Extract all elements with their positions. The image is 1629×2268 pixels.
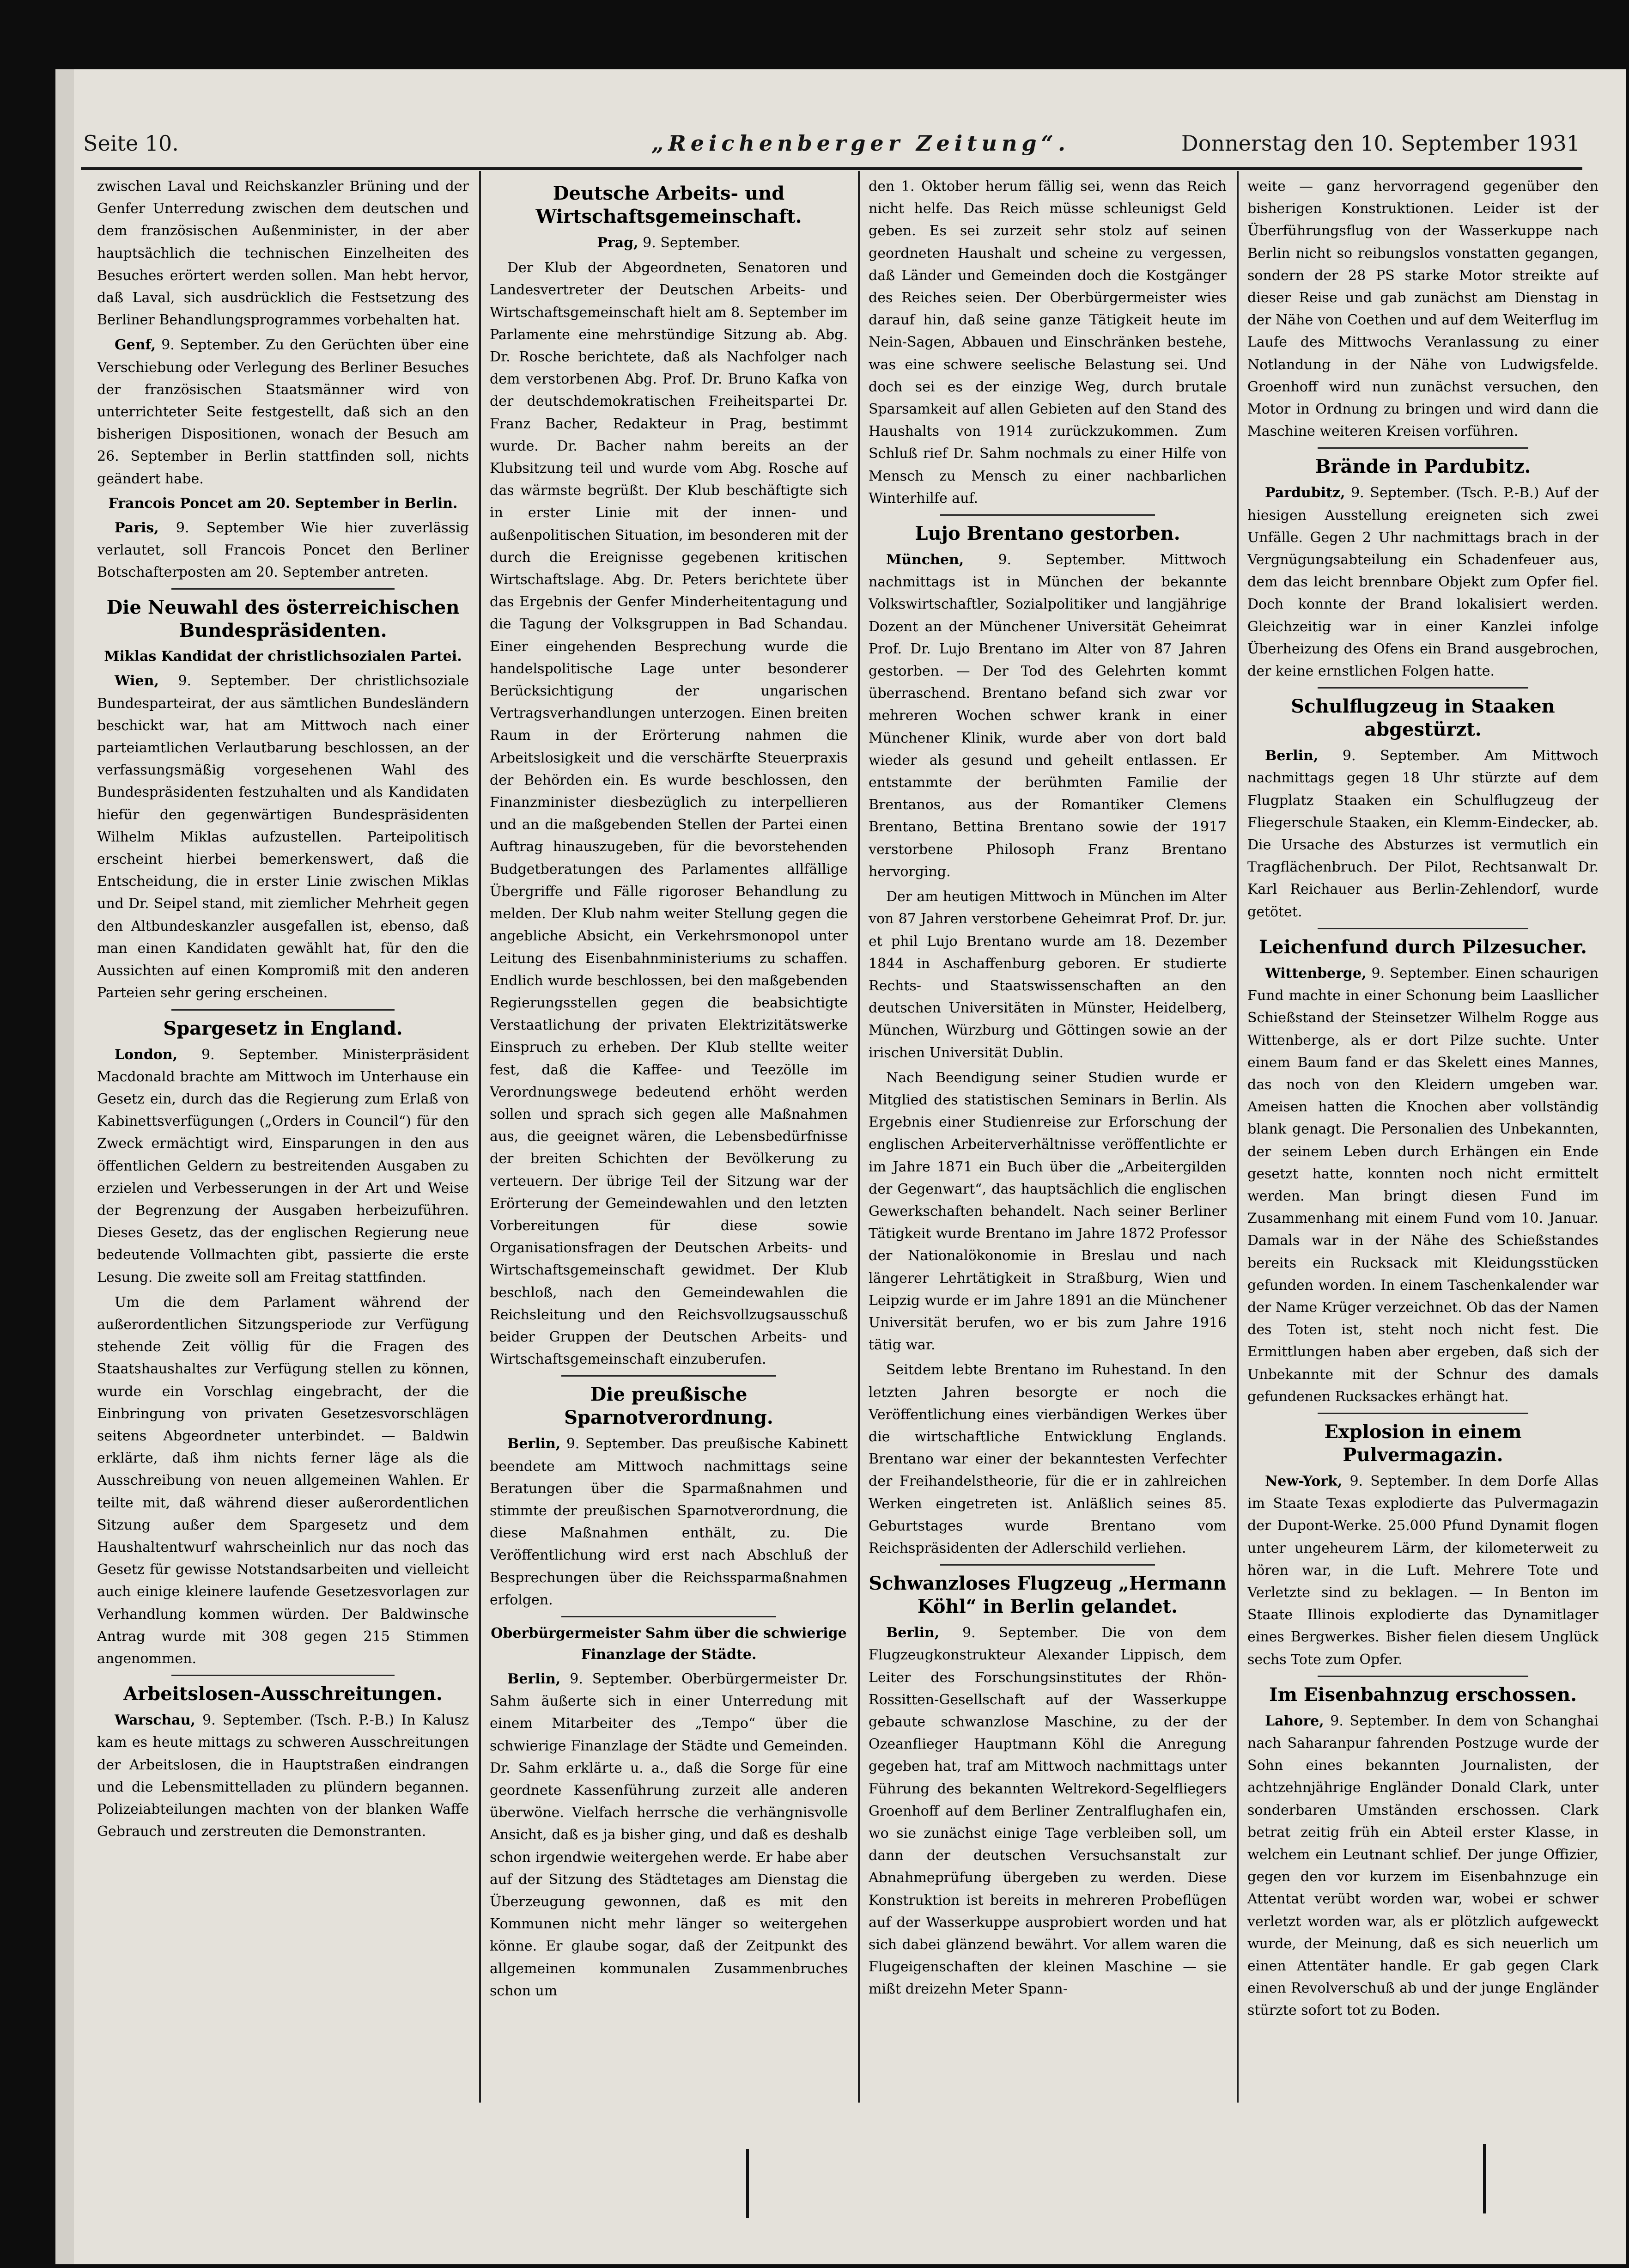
article-paragraph: Der Klub der Abgeordneten, Senatoren und Landesvertreter der Deutschen Arbeits- und Wirtschaftsgemeinschaft hielt am 8. September im Parlamente eine mehrstündige Sitzung ab. Abg. Dr. Rosche berichtete, daß als Nachfolger nach dem verstorbenen Abg. Prof. Dr. Bruno Kafka von der deutschdemokratischen Freiheitspartei Dr. Franz Bacher, Redakteur in Prag, bestimmt wurde. Dr. Bacher nahm bereits an der Klubsitzung teil und wurde vom Abg. Rosche auf das wärmste begrüßt. Der Klub beschäftigte sich in erster Linie mit der innen- und außenpolitischen Situation, im besonderen mit der durch die Ereignisse gegebenen kritischen Wirtschaftslage. Abg. Dr. Peters berichtete über das Ergebnis der Genfer Minderheitentagung und die Tagung der Volksgruppen in Bad Schandau. Einer eingehenden Besprechung wurde die handelspolitische Lage unter besonderer Berücksichtigung der ungarischen Vertragsverhandlungen unterzogen. Einen breiten Raum in der Erörterung nahmen die Arbeitslosigkeit und die verschärfte Steuerpraxis der Behörden ein. Es wurde beschlossen, den Finanzminister diesbezüglich zu interpellieren und an die maßgebenden Stellen der Partei einen Auftrag hinauszugeben, für die bevorstehenden Budgetberatungen des Parlamentes allfällige Übergriffe und Fälle rigoroser Behandlung zu melden. Der Klub nahm weiter Stellung gegen die angebliche Absicht, ein Verkehrsmonopol unter Leitung des Eisenbahnministeriums zu schaffen. Endlich wurde beschlossen, bei den maßgebenden Regierungsstellen gegen die beabsichtigte Verstaatlichung der privaten Elektrizitätswerke Einspruch zu erheben. Der Klub stellte weiter fest, daß die Kaffee- und Teezölle im Verordnungswege bedeutend erhöht werden sollen und sprach sich gegen alle Maßnahmen aus, die geeignet wären, die Lebensbedürfnisse der breiten Schichten der Bevölkerung zu verteuern. Der übrige Teil der Sitzung war der Erörterung der Gemeindewahlen und den letzten Vorbereitungen für diese sowie Organisationsfragen der Deutschen Arbeits- und Wirtschaftsgemeinschaft gewidmet. Der Klub beschloß, nach den Gemeindewahlen die Reichsleitung und den Reichsvollzugsausschuß beider Gruppen der Deutschen Arbeits- und Wirtschaftsgemeinschaft einzuberufen.	[490, 260, 848, 1368]
scan-shadow-left	[55, 69, 74, 2264]
headline: Die preußische Sparnotverordnung.	[564, 1384, 773, 1429]
page-number: Seite 10.	[83, 131, 179, 156]
article-paragraph: Um die dem Parlament während der außerordentlichen Sitzungsperiode zur Verfügung stehende Zeit völlig für die Fragen des Staatshaushaltes zur Verfügung stellen zu können, wurde ein Vorschlag eingebracht, der die Einbringung von privaten Gesetzesvorschlägen seitens Abgeordneter unterbindet. — Baldwin erklärte, daß ihm nichts ferner läge als die Ausschreibung von neuen allgemeinen Wahlen. Er teilte mit, daß während dieser außerordentlichen Sitzung außer dem Spargesetz und dem Haushaltentwurf wahrscheinlich nur das noch das Gesetz für gewisse Notstandsarbeiten und vielleicht auch einige kleinere laufende Gesetzesvorlagen zur Verhandlung kommen würden. Der Baldwinsche Antrag wurde mit 308 gegen 215 Stimmen angenommen.	[97, 1294, 469, 1667]
article-paragraph: Nach Beendigung seiner Studien wurde er Mitglied des statistischen Seminars in Berlin. Als Ergebnis einer Studienreise zur Erforschung der englischen Arbeiterverhältnisse veröffentlichte er im Jahre 1871 ein Buch über die „Arbeitergilden der Gegenwart“, das hauptsächlich die englischen Gewerkschaften behandelt. Nach seiner Berliner Tätigkeit wurde Brentano im Jahre 1872 Professor der Nationalökonomie in Breslau und nach längerer Lehrtätigkeit in Straßburg, Wien und Leipzig wurde er im Jahre 1891 an die Münchener Universität berufen, wo er bis zum Jahre 1916 tätig war.	[869, 1069, 1227, 1353]
article-dateline: Prag, 9. September.	[597, 235, 741, 251]
article-paragraph: Wien, 9. September. Der christlichsoziale Bundesparteirat, der aus sämtlichen Bundesländern beschickt war, hat am Mittwoch nach einer parteiamtlichen Verlautbarung beschlossen, an der verfassungsmäßig vorgesehenen Wahl des Bundespräsidenten festzuhalten und als Kandidaten hiefür den gegenwärtigen Bundespräsidenten Wilhelm Miklas aufzustellen. Parteipolitisch erscheint hierbei bemerkenswert, daß die Entscheidung, die in erster Linie zwischen Miklas und Dr. Seipel stand, mit ziemlicher Mehrheit gegen den Altbundeskanzler ausgefallen ist, ebenso, daß man einen Kandidaten gewählt hat, für den die Aussichten auf einen Kompromiß mit den anderen Parteien sehr gering erscheinen.	[97, 673, 469, 1001]
subheadline: Miklas Kandidat der christlichsozialen Partei.	[104, 648, 462, 665]
header-rule	[81, 167, 1582, 170]
separator	[1318, 1413, 1528, 1414]
column-2	[490, 176, 848, 2126]
headline: Explosion in einem Pulvermagazin.	[1324, 1421, 1522, 1466]
column-rule-3	[1237, 171, 1239, 2103]
article-paragraph: Wittenberge, 9. September. Einen schaurigen Fund machte in einer Schonung beim Laasllicher Schießstand der Steinsetzer Wilhelm Rogge aus Wittenberge, als er dort Pilze suchte. Unter einem Baum fand er das Skelett eines Mannes, das noch von den Kleidern umgeben war. Ameisen hatten die Knochen aber vollständig blank genagt. Die Personalien des Unbekannten, der seinem Leben durch Erhängen ein Ende gesetzt hatte, konnten noch nicht ermittelt werden. Man bringt diesen Fund im Zusammenhang mit einem Fund vom 10. Januar. Damals war in der Nähe des Schießstandes bereits ein Rucksack mit Kleidungsstücken gefunden worden. In einem Taschenkalender war der Name Krüger verzeichnet. Ob das der Namen des Toten ist, steht noch nicht fest. Die Ermittlungen haben aber ergeben, daß sich der Unbekannte mit der Schnur des damals gefundenen Rucksackes erhängt hat.	[1247, 965, 1599, 1405]
issue-date: Donnerstag den 10. September 1931	[1181, 131, 1580, 156]
separator	[1318, 447, 1528, 449]
article-text: zwischen Laval und Reichskanzler Brüning und der Genfer Unterredung zwischen dem deutschen und dem französischen Außenminister, in der aber hauptsächlich die technischen Einzelheiten des Besuches erörtert werden sollen. Man hebt hervor, daß Laval, sich ausdrücklich die Festsetzung des Berliner Behandlungsprogrammes vorbehalten hat.	[97, 178, 469, 329]
headline: Lujo Brentano gestorben.	[915, 523, 1180, 545]
article-paragraph: Seitdem lebte Brentano im Ruhestand. In den letzten Jahren besorgte er noch die Veröffentlichung eines vierbändigen Werkes über die wirtschaftliche Entwicklung Englands. Brentano war einer der bekanntesten Verfechter der Freihandelstheorie, für die er in zahlreichen Werken eingetreten ist. Anläßlich seines 85. Geburtstages wurde Brentano vom Reichspräsidenten der Adlerschild verliehen.	[869, 1362, 1227, 1556]
separator	[171, 1009, 395, 1011]
column-1	[97, 176, 469, 2126]
headline: Brände in Pardubitz.	[1315, 456, 1531, 478]
column-4	[1247, 176, 1599, 2126]
article-paragraph: Warschau, 9. September. (Tsch. P.-B.) In Kalusz kam es heute mittags zu schweren Ausschreitungen der Arbeitslosen, die in Hauptstraßen eindrangen und die Lebensmittelladen zu plündern begannen. Polizeiabteilungen machten von der blanken Waffe Gebrauch und zerstreuten die Demonstranten.	[97, 1712, 469, 1840]
article-paragraph: München, 9. September. Mittwoch nachmittags ist in München der bekannte Volkswirtschaftler, Sozialpolitiker und langjährige Dozent an der Münchener Universität Geheimrat Prof. Dr. Lujo Brentano im Alter von 87 Jahren gestorben. — Der Tod des Gelehrten kommt überraschend. Brentano befand sich zwar vor mehreren Wochen schwer krank in einer Münchener Klinik, wurde aber von dort bald wieder als gesund und geheilt entlassen. Er entstammte der berühmten Familie der Brentanos, aus der Romantiker Clemens Brentano, Bettina Brentano sowie der 1917 verstorbene Philosoph Franz Brentano hervorging.	[869, 552, 1227, 880]
headline: Schulflugzeug in Staaken abgestürzt.	[1291, 695, 1555, 741]
article-paragraph: Berlin, 9. September. Oberbürgermeister Dr. Sahm äußerte sich in einer Unterredung mit einem Mitarbeiter des „Tempo“ über die schwierige Finanzlage der Städte und Gemeinden. Dr. Sahm erklärte u. a., daß die Sorge für eine geordnete Kassenführung zurzeit alle anderen überwöne. Vielfach herrsche die verhängnisvolle Ansicht, daß es ja bisher ging, und daß es deshalb schon irgendwie weitergehen werde. Er habe aber auf der Sitzung des Städtetages am Dienstag die Überzeugung gewonnen, daß es mit den Kommunen nicht mehr länger so weitergehen könne. Er glaube sogar, daß der Zeitpunkt des allgemeinen kommunalen Zusammenbruches schon um	[490, 1671, 848, 1999]
headline: Schwanzloses Flugzeug „Hermann Köhl“ in Berlin gelandet.	[869, 1573, 1227, 1618]
article-paragraph: Lahore, 9. September. In dem von Schanghai nach Saharanpur fahrenden Postzuge wurde der Sohn eines bekannten Journalisten, der achtzehnjährige Engländer Donald Clark, unter sonderbaren Umständen erschossen. Clark betrat zeitig früh ein Abteil erster Klasse, in welchem ein Leutnant schlief. Der junge Offizier, gegen den vor kurzem im Eisenbahnzuge ein Attentat verübt worden war, wobei er schwer verletzt worden war, als er plötzlich aufgeweckt wurde, der Meinung, daß es sich neuerlich um einen Attentäter handle. Er gab gegen Clark einen Revolverschuß ab und der junge Engländer stürzte sofort tot zu Boden.	[1247, 1713, 1599, 2019]
article-paragraph: Genf, 9. September. Zu den Gerüchten über eine Verschiebung oder Verlegung des Berliner Besuches der französischen Staatsmänner wird von unterrichteter Seite festgestellt, daß sich an den bisherigen Dispositionen, wonach der Besuch am 26. September in Berlin stattfinden soll, nichts geändert habe.	[97, 337, 469, 487]
headline: Die Neuwahl des österreichischen Bundespräsidenten.	[106, 597, 460, 642]
headline: Leichenfund durch Pilzesucher.	[1259, 936, 1587, 958]
article-paragraph: London, 9. September. Ministerpräsident Macdonald brachte am Mittwoch im Unterhause ein Gesetz ein, durch das die Regierung zum Erlaß von Kabinettsverfügungen („Orders in Council“) für den Zweck ermächtigt wird, Einsparungen in den aus öffentlichen Geldern zu bestreitenden Ausgaben zu erzielen und Verbesserungen in der Art und Weise der Begrenzung der Ausgaben herbeizuführen. Dieses Gesetz, das der englischen Regierung neue bedeutende Vollmachten gibt, passierte die erste Lesung. Die zweite soll am Freitag stattfinden.	[97, 1046, 469, 1286]
separator	[940, 514, 1155, 516]
article-paragraph: New-York, 9. September. In dem Dorfe Allas im Staate Texas explodierte das Pulvermagazin der Dupont-Werke. 25.000 Pfund Dynamit flogen unter ungeheurem Lärm, der kilometerweit zu hören war, in die Luft. Mehrere Tote und Verletzte sind zu beklagen. — In Benton im Staate Illinois explodierte das Dynamitlager eines Bergwerkes. Bisher fielen diesem Unglück sechs Tote zum Opfer.	[1247, 1473, 1599, 1668]
separator	[1318, 687, 1528, 689]
headline: Spargesetz in England.	[163, 1017, 403, 1039]
headline: Francois Poncet am 20. September in Berlin.	[108, 495, 458, 512]
article-paragraph: Berlin, 9. September. Das preußische Kabinett beendete am Mittwoch nachmittags seine Beratungen über die Sparmaßnahmen und stimmte der preußischen Sparnotverordnung, die diese Maßnahmen enthält, zu. Die Veröffentlichung wird erst nach Abschluß der Besprechungen über die Reichssparmaßnahmen erfolgen.	[490, 1436, 848, 1608]
article-paragraph: Paris, 9. September Wie hier zuverlässig verlautet, soll Francois Poncet den Berliner Botschafterposten am 20. September antreten.	[97, 519, 469, 581]
page-header	[83, 125, 1580, 162]
separator	[1318, 928, 1528, 929]
article-paragraph: Berlin, 9. September. Die von dem Flugzeugkonstrukteur Alexander Lippisch, dem Leiter des Forschungsinstitutes der Rhön-Rossitten-Gesellschaft auf der Wasserkuppe gebaute schwanzlose Maschine, zu der der Ozeanflieger Hauptmann Köhl die Anregung gegeben hat, traf am Mittwoch nachmittags unter Führung des bekannten Weltrekord-Segelfliegers Groenhoff auf dem Berliner Zentralflughafen ein, wo sie zunächst einige Tage verbleiben soll, um dann der deutschen Versuchsanstalt zur Abnahmeprüfung übergeben zu werden. Diese Konstruktion ist bereits in mehreren Probeflügen auf der Wasserkuppe ausprobiert worden und hat sich dabei glänzend bewährt. Vor allem waren die Flugeigenschaften der kleinen Maschine — sie mißt dreizehn Meter Spann-	[869, 1625, 1227, 1998]
separator	[940, 1564, 1155, 1566]
separator	[561, 1375, 776, 1377]
headline: Arbeitslosen-Ausschreitungen.	[123, 1683, 443, 1705]
newspaper-title: „Reichenberger Zeitung“.	[651, 131, 1070, 156]
headline: Deutsche Arbeits- und Wirtschaftsgemeinschaft.	[535, 183, 802, 227]
headline: Im Eisenbahnzug erschossen.	[1269, 1683, 1577, 1706]
separator	[1318, 1676, 1528, 1677]
column-rule-2	[858, 171, 860, 2103]
binding-mark	[1483, 2144, 1486, 2213]
article-paragraph: Der am heutigen Mittwoch in München im Alter von 87 Jahren verstorbene Geheimrat Prof. Dr. jur. et phil Lujo Brentano wurde am 18. Dezember 1844 in Aschaffenburg geboren. Er studierte Rechts- und Staatswissenschaften an den deutschen Universitäten in Münster, Heidelberg, München, Würzburg und Göttingen sowie an der irischen Universität Dublin.	[869, 889, 1227, 1061]
separator	[171, 588, 395, 590]
column-3	[869, 176, 1227, 2126]
article-text: weite — ganz hervorragend gegenüber den bisherigen Konstruktionen. Leider ist der Überführungsflug von der Wasserkuppe nach Berlin nicht so reibungslos vonstatten gegangen, sondern der 28 PS starke Motor streikte auf dieser Reise und gab zunächst am Dienstag in der Nähe von Coethen und auf dem Weiterflug im Laufe des Mittwochs Veranlassung zu einer Notlandung in der Nähe von Ludwigsfelde. Groenhoff wird nun zunächst versuchen, den Motor in Ordnung zu bringen und wird dann die Maschine weiteren Kreisen vorführen.	[1247, 178, 1599, 440]
separator	[561, 1616, 776, 1617]
article-paragraph: Berlin, 9. September. Am Mittwoch nachmittags gegen 18 Uhr stürzte auf dem Flugplatz Staaken ein Schulflugzeug der Fliegerschule Staaken, ein Klemm-Eindecker, ab. Die Ursache des Absturzes ist vermutlich ein Tragflächenbruch. Der Pilot, Rechtsanwalt Dr. Karl Reichauer aus Berlin-Zehlendorf, wurde getötet.	[1247, 748, 1599, 920]
headline: Oberbürgermeister Sahm über die schwierige Finanzlage der Städte.	[491, 1625, 847, 1663]
article-paragraph: Pardubitz, 9. September. (Tsch. P.-B.) Auf der hiesigen Ausstellung ereigneten sich zwei Unfälle. Gegen 2 Uhr nachmittags brach in der Vergnügungsabteilung ein Schadenfeuer aus, dem das leicht brennbare Objekt zum Opfer fiel. Doch konnte der Brand lokalisiert werden. Gleichzeitig war in einer Kanzlei infolge Überheizung des Ofens ein Brand ausgebrochen, der keine ernstlichen Folgen hatte.	[1247, 485, 1599, 680]
article-text: den 1. Oktober herum fällig sei, wenn das Reich nicht helfe. Das Reich müsse schleunigst Geld geben. Es sei zurzeit sehr stolz auf seinen geordneten Haushalt und scheine zu vergessen, daß Länder und Gemeinden doch die Kostgänger des Reiches seien. Der Oberbürgermeister wies darauf hin, daß seine ganze Tätigkeit heute im Nein-Sagen, Abbauen und Einschränken bestehe, was eine schwere seelische Belastung sei. Und doch sei es der einzige Weg, durch brutale Sparsamkeit auf allen Gebieten auf den Stand des Haushalts von 1914 zurückzukommen. Zum Schluß rief Dr. Sahm nochmals zu einer Hilfe von Mensch zu Mensch zu einer nachbarlichen Winterhilfe auf.	[869, 178, 1227, 506]
separator	[171, 1675, 395, 1676]
binding-mark	[746, 2149, 749, 2218]
column-rule-1	[479, 171, 481, 2103]
